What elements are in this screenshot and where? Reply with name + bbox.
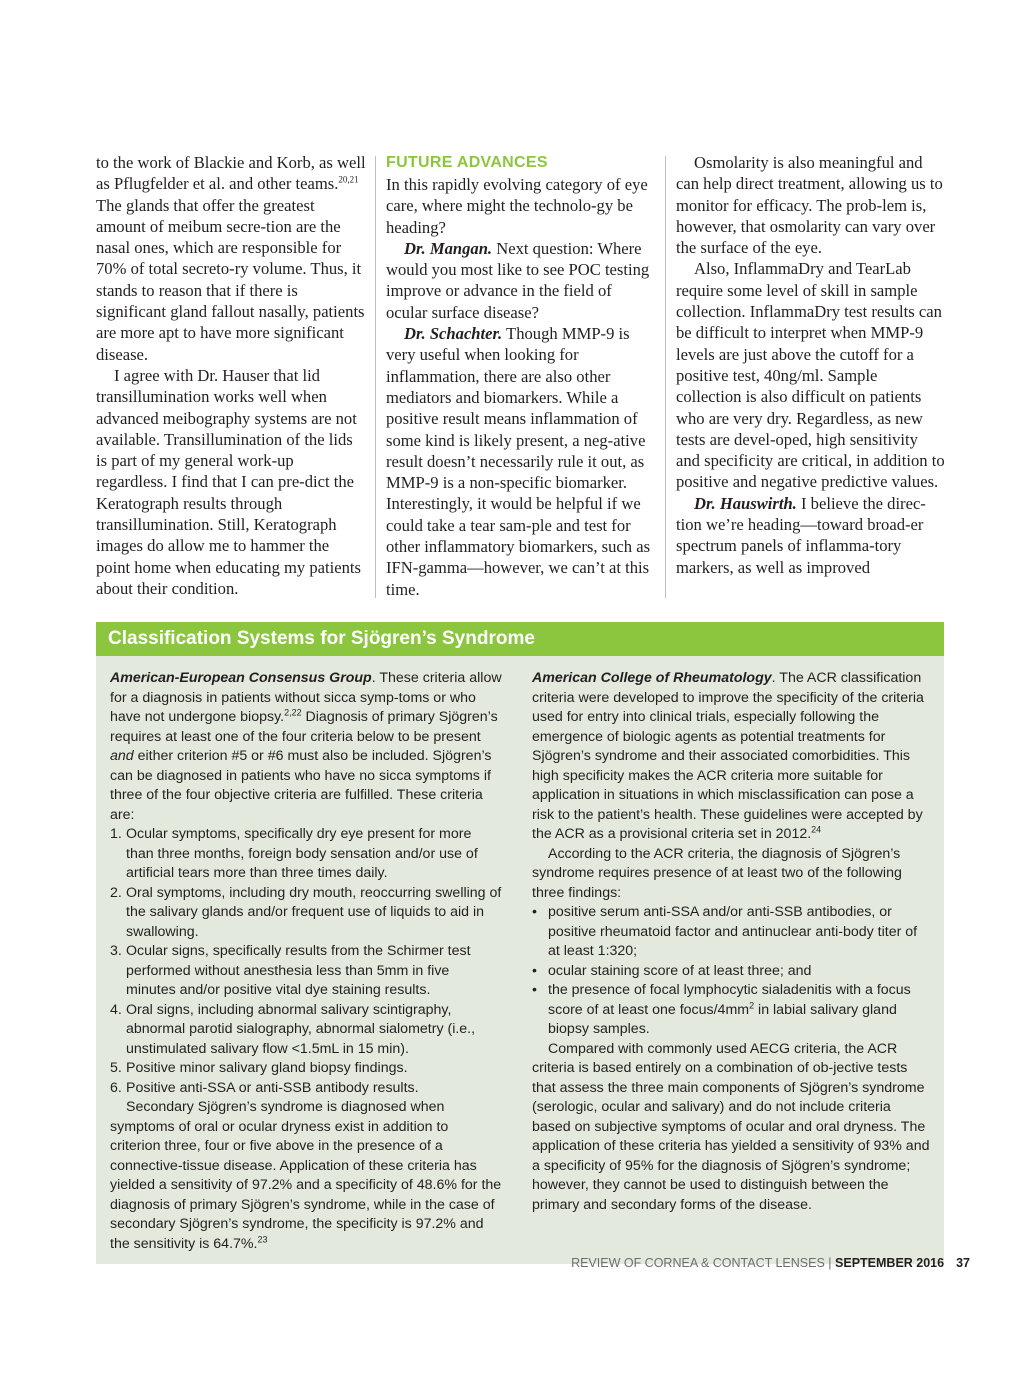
paragraph: Secondary Sjögren’s syndrome is diagnosed when symptoms of oral or ocular dryness exist in addition to criterion three, four or five above in the presence of a connective-tissue disease. Application of these criteria has yielded a sensitivity of 97.2% and a specificity of 48.6% for the diagnosis of primary Sjögren’s syndrome, while in the case of secondary Sjögren’s syndrome, the specificity is 97.2% and the sensitivity is 64.7%.$^{23}$ [110,1099,502,1252]
citation: 20,21 [338,174,359,185]
paragraph: In this rapidly evolving category of eye care, where might the technolo-gy be heading? [386,175,648,237]
list-item: • the presence of focal lymphocytic sialadenitis with a focus score of at least one focus/$4mm^2$ in labial salivary gland biopsy samples. [532,982,911,1037]
article-column-3 [676,152,946,578]
list-item: 2. Oral symptoms, including dry mouth, reoccurring swelling of the salivary glands and/or frequent use of liquids to aid in swallowing. [110,884,502,940]
citation: 2,22 [284,707,302,718]
paragraph: I agree with Dr. Hauser that lid transillumination works well when advanced meibography systems are not available. Transillumination of the lids is part of my general work-up regardless. I find that I can pre-dict the Keratograph results through transillumination. Still, Keratograph images do allow me to hammer the point home when educating my patients about their condition. [96,365,361,598]
page-footer: REVIEW OF CORNEA & CONTACT LENSES | SEPTEMBER 2016 37 [571,1256,970,1270]
paragraph: to the work of Blackie and Korb, as well as Pflugfelder et al. and other teams.$^{20,21}$ The glands that offer the greatest amount of meibum secre-tion are the nasal ones, which are responsible for 70% of total secreto-ry volume. Thus, it stands to reason that if there is significant gland fallout nasally, patients are more apt to have more significant disease. [96,153,366,364]
paragraph: Dr. Hauswirth. I believe the direc-tion we’re heading—toward broad-er spectrum panels of inflamma-tory markers, as well as improved [676,493,926,577]
paragraph: Osmolarity is also meaningful and can help direct treatment, allowing us to monitor for efficacy. The prob-lem is, however, that osmolarity can vary over the surface of the eye. [676,153,943,258]
list-item: 4. Oral signs, including abnormal salivary scintigraphy, abnormal parotid sialography, abnormal sialometry (i.e., unstimulated salivary flow <1.5mL in 15 min). [110,1001,476,1057]
lead-in: American-European Consensus Group [110,670,372,686]
section-heading: FUTURE ADVANCES [386,154,548,171]
list-item: 3. Ocular signs, specifically results from the Schirmer test performed without anesthesia less than 5mm in five minutes and/or positive vital dye staining results. [110,943,471,998]
paragraph: Dr. Mangan. Next question: Where would you most like to see POC testing improve or advance in the field of ocular surface disease? [386,238,650,322]
sidebar-column-right [532,669,932,1215]
column-divider [665,156,666,598]
article-column-2 [386,152,654,600]
list-item: 6. Positive anti-SSA or anti-SSB antibody results. [110,1079,419,1096]
lead-in: American College of Rheumatology [532,670,772,686]
paragraph: Compared with commonly used AECG criteria, the ACR criteria is based entirely on a combination of ob-jective tests that assess the three main components of Sjögren’s syndrome (serologic, ocular and salivary) and do not include criteria based on subjective symptoms of ocular and oral dryness. The application of these criteria has yielded a sensitivity of 93% and a specificity of 95% for the diagnosis of Sjögren’s syndrome; however, they cannot be used to distinguish between the primary and secondary forms of the disease. [532,1040,930,1213]
criteria-list [110,825,502,1098]
paragraph: Also, InflammaDry and TearLab require some level of skill in sample collection. InflammaDry test results can be difficult to interpret when MMP-9 levels are just above the cutoff for a positive test, 40ng/ml. Sample collection is also difficult on patients who are very dry. Regardless, as new tests are devel-oped, high sensitivity and specificity are critical, in addition to positive and negative predictive values. [676,259,945,492]
sidebar-column-left [110,669,502,1254]
citation: 24 [811,824,822,835]
sidebar-title: Classification Systems for Sjögren’s Syndrome [108,628,535,649]
paragraph: Dr. Schachter. Though MMP-9 is very useful when looking for inflammation, there are also other mediators and biomarkers. While a positive result means inflammation of some kind is likely present, a neg-ative result doesn’t necessarily rule it out, as MMP-9 is a non-specific biomarker. Interestingly, it would be helpful if we could take a tear sam-ple and test for other inflammatory biomarkers, such as IFN-gamma—however, we can’t at this time. [386,324,651,599]
list-item: • ocular staining score of at least three; and [532,962,812,979]
speaker-name: Dr. Schachter. [404,324,503,344]
issue-date: SEPTEMBER 2016 [835,1256,945,1270]
findings-list [532,903,932,1040]
paragraph: According to the ACR criteria, the diagnosis of Sjögren’s syndrome requires presence of at least two of the following three findings: [532,845,902,901]
list-item: 5. Positive minor salivary gland biopsy findings. [110,1060,408,1076]
publication-name: REVIEW OF CORNEA & CONTACT LENSES [571,1256,825,1270]
list-item: 1. Ocular symptoms, specifically dry eye present for more than three months, foreign body sensation and/or use of artificial tears more than three times daily. [110,826,478,881]
paragraph: American College of Rheumatology. The ACR classification criteria were developed to improve the specificity of the criteria used for entry into clinical trials, especially following the emergence of biologic agents as potential treatments for Sjögren’s syndrome and their associated comorbidities. This high specificity makes the ACR criteria more suitable for application in situations in which misclassification can pose a risk to the patient’s health. These guidelines were accepted by the ACR as a provisional criteria set in 2012.24 [532,670,924,842]
speaker-name: Dr. Mangan. [404,238,493,258]
speaker-name: Dr. Hauswirth. [694,493,797,513]
column-divider [375,156,376,598]
page-number: 37 [956,1256,970,1270]
article-column-1 [96,152,366,599]
citation: 23 [257,1233,268,1244]
paragraph: American-European Consensus Group. These criteria allow for a diagnosis in patients without sicca symp-toms or who have not undergone biopsy.$^{2,22}$ Diagnosis of primary Sjögren’s requires at least one of the four criteria below to be present and either criterion #5 or #6 must also be included. Sjögren’s can be diagnosed in patients who have no sicca symptoms if three of the four objective criteria are fulfilled. These criteria are: [110,670,502,823]
list-item: • positive serum anti-SSA and/or anti-SSB antibodies, or positive rheumatoid factor and antinuclear anti-body titer of at least 1:320; [532,904,918,959]
